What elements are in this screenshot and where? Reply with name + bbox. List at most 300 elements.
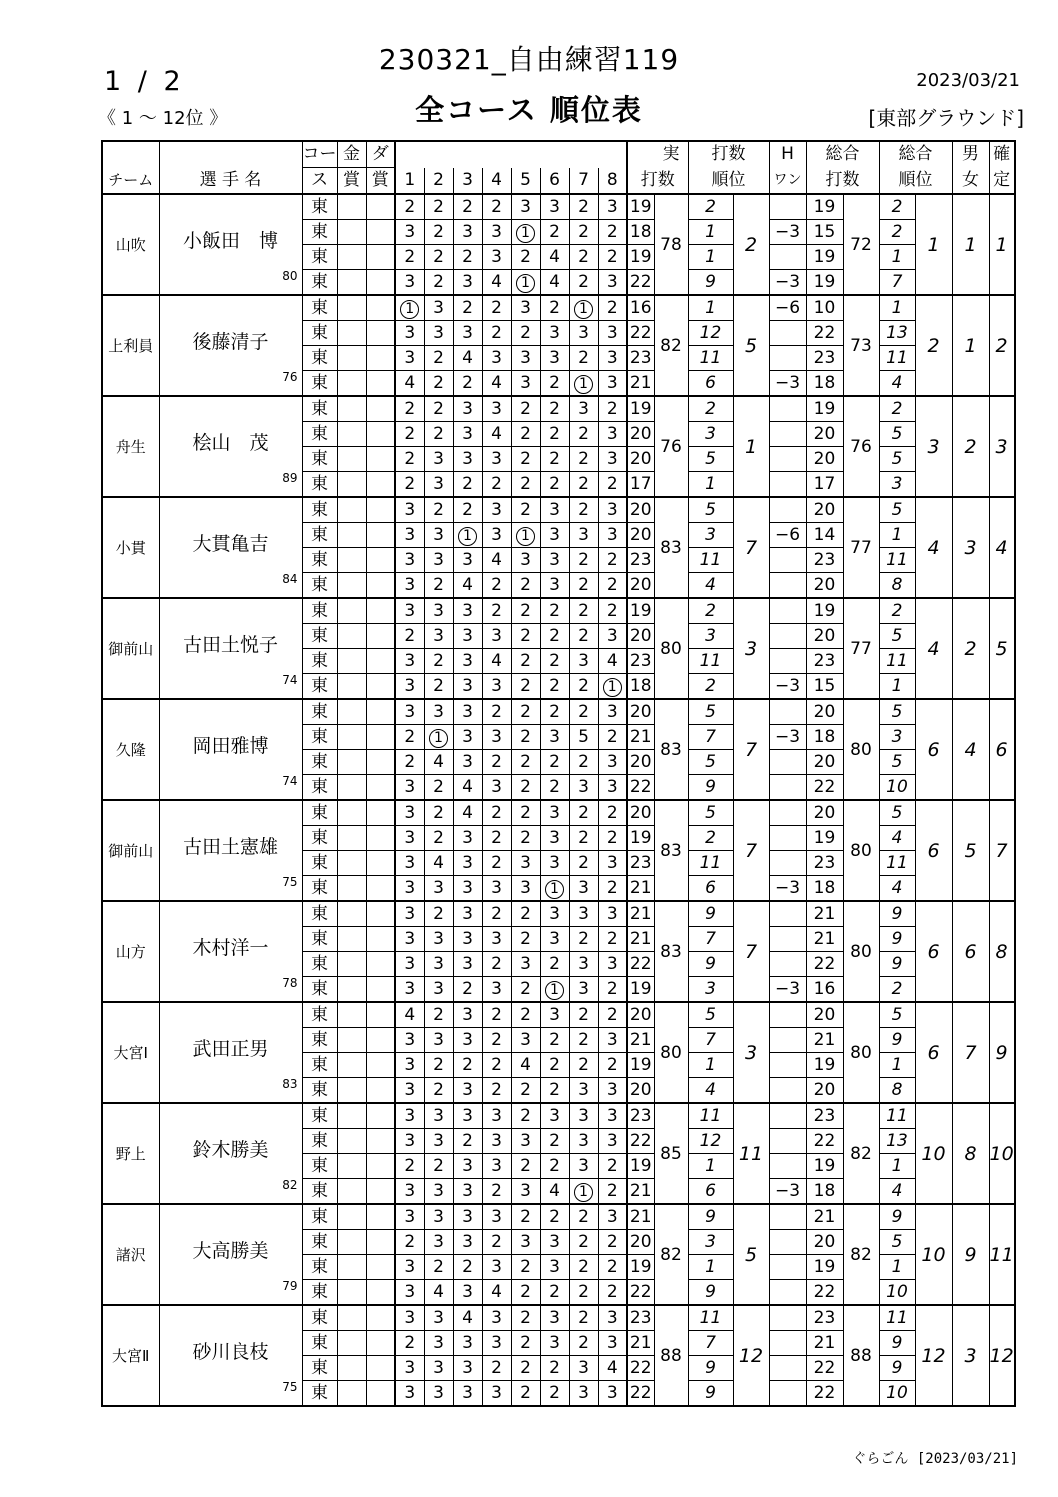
hole-score: 2 bbox=[569, 573, 598, 599]
hole-score: 3 bbox=[424, 1230, 453, 1255]
course-cell: 東 bbox=[302, 447, 337, 472]
round-total-rank: 5 bbox=[879, 1230, 915, 1255]
round-total-rank: 9 bbox=[879, 1331, 915, 1356]
hole-in-one-bonus bbox=[769, 1305, 806, 1331]
table-row bbox=[102, 699, 1015, 725]
course-cell: 東 bbox=[302, 876, 337, 902]
gold-prize-cell bbox=[337, 1179, 366, 1205]
team-cell: 御前山 bbox=[102, 800, 159, 901]
hole-score: 3 bbox=[598, 346, 627, 371]
course-cell: 東 bbox=[302, 220, 337, 245]
hole-in-one-bonus bbox=[769, 1204, 806, 1230]
gold-prize-cell bbox=[337, 194, 366, 220]
actual-strokes: 83 bbox=[654, 901, 688, 1002]
hole-score: 2 bbox=[424, 396, 453, 422]
hole-score: 2 bbox=[511, 321, 540, 346]
hole-score: 3 bbox=[598, 497, 627, 523]
hole-score: 3 bbox=[424, 523, 453, 548]
round-strokes-rank: 5 bbox=[688, 497, 733, 523]
hole-score: 2 bbox=[511, 826, 540, 851]
da-prize-cell bbox=[366, 624, 395, 649]
hole-score: 3 bbox=[395, 800, 424, 826]
hole-score: 2 bbox=[482, 194, 511, 220]
round-total: 22 bbox=[806, 1129, 843, 1154]
round-strokes-rank: 1 bbox=[688, 472, 733, 498]
hole-score: 3 bbox=[482, 1381, 511, 1407]
round-total-rank: 1 bbox=[879, 523, 915, 548]
hole-score: 2 bbox=[395, 447, 424, 472]
hole-score: 2 bbox=[395, 245, 424, 270]
strokes-rank: 2 bbox=[733, 194, 769, 295]
hole-score: 3 bbox=[395, 1078, 424, 1104]
hole-score: 2 bbox=[598, 1154, 627, 1179]
round-strokes-rank: 1 bbox=[688, 295, 733, 321]
gold-prize-cell bbox=[337, 1002, 366, 1028]
col-hole-2: 2 bbox=[424, 168, 453, 195]
hole-score: 2 bbox=[569, 624, 598, 649]
hole-score: 3 bbox=[598, 1028, 627, 1053]
round-score: 20 bbox=[627, 1002, 654, 1028]
round-total-rank: 11 bbox=[879, 851, 915, 876]
hole-score: 3 bbox=[598, 699, 627, 725]
total-rank: 1 bbox=[915, 194, 952, 295]
hole-score: 2 bbox=[569, 346, 598, 371]
hole-score: 2 bbox=[569, 245, 598, 270]
total-rank: 12 bbox=[915, 1305, 952, 1406]
hole-score: 3 bbox=[569, 396, 598, 422]
round-total: 20 bbox=[806, 1230, 843, 1255]
da-prize-cell bbox=[366, 927, 395, 952]
round-total-rank: 2 bbox=[879, 194, 915, 220]
hole-score: 3 bbox=[540, 927, 569, 952]
da-prize-cell bbox=[366, 346, 395, 371]
hole-score: 2 bbox=[598, 826, 627, 851]
hole-score: 2 bbox=[569, 927, 598, 952]
hole-score: 2 bbox=[540, 1028, 569, 1053]
round-total-rank: 9 bbox=[879, 1204, 915, 1230]
gender-rank: 3 bbox=[952, 1305, 989, 1406]
gold-prize-cell bbox=[337, 1078, 366, 1104]
round-score: 21 bbox=[627, 901, 654, 927]
hole-score: 3 bbox=[482, 396, 511, 422]
total-rank: 4 bbox=[915, 598, 952, 699]
hole-score: 3 bbox=[569, 1103, 598, 1129]
hole-score: 2 bbox=[511, 1356, 540, 1381]
hole-score: 3 bbox=[424, 1331, 453, 1356]
round-score: 22 bbox=[627, 321, 654, 346]
col-team: チーム bbox=[102, 168, 159, 195]
hole-score: 3 bbox=[569, 649, 598, 674]
hole-score: 2 bbox=[569, 194, 598, 220]
hole-score: 3 bbox=[598, 1103, 627, 1129]
col-total-top: 総合 bbox=[806, 141, 879, 168]
hole-score: 2 bbox=[511, 1255, 540, 1280]
hole-score: 2 bbox=[424, 371, 453, 397]
hole-score: 2 bbox=[453, 194, 482, 220]
round-total-rank: 9 bbox=[879, 927, 915, 952]
course-cell: 東 bbox=[302, 422, 337, 447]
player-age: 76 bbox=[282, 370, 298, 384]
round-total: 19 bbox=[806, 598, 843, 624]
hole-score: 2 bbox=[598, 245, 627, 270]
course-cell: 東 bbox=[302, 396, 337, 422]
round-strokes-rank: 11 bbox=[688, 1103, 733, 1129]
hole-in-one-bonus: −3 bbox=[769, 977, 806, 1003]
course-cell: 東 bbox=[302, 901, 337, 927]
round-total: 23 bbox=[806, 649, 843, 674]
hole-score: 3 bbox=[453, 1204, 482, 1230]
hole-score: 2 bbox=[453, 1129, 482, 1154]
hole-score: 3 bbox=[424, 699, 453, 725]
round-total-rank: 10 bbox=[879, 1381, 915, 1407]
round-total: 19 bbox=[806, 1154, 843, 1179]
round-total: 17 bbox=[806, 472, 843, 498]
round-score: 20 bbox=[627, 422, 654, 447]
col-h-one: ワン bbox=[769, 168, 806, 195]
round-score: 22 bbox=[627, 1381, 654, 1407]
hole-score: 3 bbox=[453, 826, 482, 851]
hole-score: 3 bbox=[424, 295, 453, 321]
hole-score: 2 bbox=[511, 624, 540, 649]
hole-in-one-bonus bbox=[769, 1002, 806, 1028]
gold-prize-cell bbox=[337, 851, 366, 876]
player-name: 武田正男 bbox=[192, 1037, 269, 1060]
hole-score: 2 bbox=[540, 674, 569, 700]
hole-score: 3 bbox=[395, 1356, 424, 1381]
course-cell: 東 bbox=[302, 674, 337, 700]
hole-score: 3 bbox=[395, 1381, 424, 1407]
da-prize-cell bbox=[366, 472, 395, 498]
course-cell: 東 bbox=[302, 245, 337, 270]
hole-score: 2 bbox=[395, 624, 424, 649]
actual-strokes: 82 bbox=[654, 1204, 688, 1305]
round-strokes-rank: 4 bbox=[688, 573, 733, 599]
round-total-rank: 4 bbox=[879, 876, 915, 902]
hole-in-one-bonus bbox=[769, 649, 806, 674]
hole-in-one-bonus: −3 bbox=[769, 674, 806, 700]
course-cell: 東 bbox=[302, 1028, 337, 1053]
hole-score: 3 bbox=[482, 1103, 511, 1129]
round-score: 20 bbox=[627, 624, 654, 649]
gender-rank: 5 bbox=[952, 800, 989, 901]
hole-score: 2 bbox=[482, 472, 511, 498]
hole-score: 3 bbox=[453, 422, 482, 447]
hole-score: 3 bbox=[511, 371, 540, 397]
hole-score: 2 bbox=[424, 1078, 453, 1104]
player-name: 古田土悦子 bbox=[182, 633, 278, 656]
hole-score: 2 bbox=[511, 977, 540, 1003]
hole-score: 3 bbox=[453, 1002, 482, 1028]
round-score: 21 bbox=[627, 1179, 654, 1205]
hole-score: 3 bbox=[482, 447, 511, 472]
team-cell: 上利員 bbox=[102, 295, 159, 396]
hole-score: 3 bbox=[453, 699, 482, 725]
da-prize-cell bbox=[366, 1255, 395, 1280]
round-total-rank: 1 bbox=[879, 245, 915, 270]
hole-score: 2 bbox=[540, 1154, 569, 1179]
hole-score: 3 bbox=[424, 952, 453, 977]
gold-prize-cell bbox=[337, 573, 366, 599]
da-prize-cell bbox=[366, 1154, 395, 1179]
round-total: 18 bbox=[806, 371, 843, 397]
hole-score: 3 bbox=[453, 1331, 482, 1356]
round-strokes-rank: 1 bbox=[688, 1154, 733, 1179]
footer-credit: ぐらごん [2023/03/21] bbox=[852, 1451, 1018, 1467]
round-score: 23 bbox=[627, 1103, 654, 1129]
course-cell: 東 bbox=[302, 1255, 337, 1280]
hole-score: 3 bbox=[569, 901, 598, 927]
hole-score: 2 bbox=[511, 1078, 540, 1104]
hole-score: 2 bbox=[511, 422, 540, 447]
round-score: 22 bbox=[627, 1356, 654, 1381]
round-total-rank: 2 bbox=[879, 220, 915, 245]
hole-score: 2 bbox=[540, 1204, 569, 1230]
hole-score: 2 bbox=[540, 750, 569, 775]
round-strokes-rank: 1 bbox=[688, 220, 733, 245]
round-strokes-rank: 7 bbox=[688, 1028, 733, 1053]
da-prize-cell bbox=[366, 548, 395, 573]
col-team-blank bbox=[102, 141, 159, 168]
hole-score: 2 bbox=[395, 194, 424, 220]
gender-rank: 2 bbox=[952, 598, 989, 699]
round-total: 16 bbox=[806, 977, 843, 1003]
hole-score: 2 bbox=[424, 1002, 453, 1028]
round-total-rank: 9 bbox=[879, 1028, 915, 1053]
round-total-rank: 7 bbox=[879, 270, 915, 296]
hole-score: 2 bbox=[424, 220, 453, 245]
gold-prize-cell bbox=[337, 1230, 366, 1255]
hole-score: 2 bbox=[482, 1002, 511, 1028]
actual-strokes: 83 bbox=[654, 699, 688, 800]
hole-score: 2 bbox=[540, 422, 569, 447]
total-rank: 3 bbox=[915, 396, 952, 497]
col-strokes-top: 打数 bbox=[688, 141, 769, 168]
hole-score: 3 bbox=[424, 472, 453, 498]
round-total-rank: 13 bbox=[879, 1129, 915, 1154]
round-total: 20 bbox=[806, 497, 843, 523]
hole-score bbox=[569, 1179, 598, 1205]
actual-strokes: 82 bbox=[654, 295, 688, 396]
gender-rank: 3 bbox=[952, 497, 989, 598]
hole-score: 3 bbox=[395, 826, 424, 851]
player-name: 古田土憲雄 bbox=[182, 835, 278, 858]
round-total-rank: 9 bbox=[879, 952, 915, 977]
hole-score: 2 bbox=[540, 1078, 569, 1104]
col-strokes-rank: 順位 bbox=[688, 168, 769, 195]
hole-in-one-bonus bbox=[769, 800, 806, 826]
da-prize-cell bbox=[366, 1280, 395, 1306]
hole-score: 3 bbox=[453, 1356, 482, 1381]
hole-in-one-bonus bbox=[769, 194, 806, 220]
hole-score: 2 bbox=[482, 1179, 511, 1205]
round-strokes-rank: 11 bbox=[688, 649, 733, 674]
final-rank: 7 bbox=[989, 800, 1015, 901]
hole-score: 3 bbox=[482, 346, 511, 371]
round-score: 19 bbox=[627, 194, 654, 220]
round-total: 19 bbox=[806, 396, 843, 422]
hole-score: 3 bbox=[395, 649, 424, 674]
player-name: 大高勝美 bbox=[192, 1239, 269, 1262]
da-prize-cell bbox=[366, 523, 395, 548]
round-total-rank: 2 bbox=[879, 977, 915, 1003]
total-strokes: 76 bbox=[843, 396, 879, 497]
da-prize-cell bbox=[366, 1204, 395, 1230]
hole-score: 3 bbox=[540, 548, 569, 573]
round-score: 23 bbox=[627, 1305, 654, 1331]
round-strokes-rank: 11 bbox=[688, 851, 733, 876]
gold-prize-cell bbox=[337, 674, 366, 700]
course-cell: 東 bbox=[302, 1154, 337, 1179]
round-score: 21 bbox=[627, 1204, 654, 1230]
hole-in-one-bonus: −3 bbox=[769, 725, 806, 750]
hole-score: 2 bbox=[598, 725, 627, 750]
hole-score: 3 bbox=[540, 1103, 569, 1129]
hole-score: 3 bbox=[511, 952, 540, 977]
round-total-rank: 4 bbox=[879, 1179, 915, 1205]
round-total: 20 bbox=[806, 699, 843, 725]
strokes-rank: 7 bbox=[733, 497, 769, 598]
hole-score: 3 bbox=[395, 1129, 424, 1154]
gold-prize-cell bbox=[337, 447, 366, 472]
hole-score: 3 bbox=[482, 497, 511, 523]
hole-score: 3 bbox=[395, 952, 424, 977]
da-prize-cell bbox=[366, 295, 395, 321]
hole-score: 4 bbox=[424, 1280, 453, 1306]
gold-prize-cell bbox=[337, 800, 366, 826]
hole-score: 4 bbox=[598, 649, 627, 674]
hole-score: 2 bbox=[540, 649, 569, 674]
course-cell: 東 bbox=[302, 1103, 337, 1129]
hole-score: 2 bbox=[424, 649, 453, 674]
hole-score: 2 bbox=[540, 371, 569, 397]
hole-score: 2 bbox=[453, 497, 482, 523]
player-age: 79 bbox=[282, 1279, 298, 1293]
hole-in-one-bonus: −3 bbox=[769, 876, 806, 902]
player-name: 桧山 茂 bbox=[192, 431, 269, 454]
hole-score: 2 bbox=[569, 1230, 598, 1255]
player-cell bbox=[159, 396, 302, 497]
col-total-rank-top: 総合 bbox=[879, 141, 952, 168]
hole-score: 3 bbox=[569, 321, 598, 346]
round-score: 19 bbox=[627, 245, 654, 270]
round-strokes-rank: 12 bbox=[688, 1129, 733, 1154]
hole-score: 3 bbox=[511, 876, 540, 902]
hole-score bbox=[540, 977, 569, 1003]
col-hole-1: 1 bbox=[395, 168, 424, 195]
hole-score: 2 bbox=[569, 750, 598, 775]
hole-score: 3 bbox=[569, 1356, 598, 1381]
hole-score: 3 bbox=[424, 977, 453, 1003]
hole-score: 3 bbox=[395, 1255, 424, 1280]
hole-score: 2 bbox=[598, 800, 627, 826]
hole-score: 2 bbox=[598, 977, 627, 1003]
actual-strokes: 83 bbox=[654, 800, 688, 901]
round-total: 21 bbox=[806, 927, 843, 952]
round-total-rank: 1 bbox=[879, 674, 915, 700]
hole-score: 3 bbox=[395, 1204, 424, 1230]
hole-score: 3 bbox=[395, 598, 424, 624]
total-rank: 10 bbox=[915, 1204, 952, 1305]
gold-prize-cell bbox=[337, 1103, 366, 1129]
hole-in-one-mark: 1 bbox=[429, 729, 448, 748]
course-cell: 東 bbox=[302, 371, 337, 397]
da-prize-cell bbox=[366, 371, 395, 397]
gold-prize-cell bbox=[337, 1331, 366, 1356]
col-gold-top: 金 bbox=[337, 141, 366, 168]
course-cell: 東 bbox=[302, 851, 337, 876]
hole-in-one-mark: 1 bbox=[574, 300, 593, 319]
hole-score: 2 bbox=[395, 472, 424, 498]
round-strokes-rank: 6 bbox=[688, 876, 733, 902]
hole-in-one-bonus: −3 bbox=[769, 220, 806, 245]
hole-score: 2 bbox=[598, 472, 627, 498]
round-total-rank: 2 bbox=[879, 598, 915, 624]
hole-score: 3 bbox=[511, 851, 540, 876]
total-rank: 10 bbox=[915, 1103, 952, 1204]
round-strokes-rank: 3 bbox=[688, 624, 733, 649]
hole-score: 4 bbox=[511, 1053, 540, 1078]
hole-score: 3 bbox=[395, 699, 424, 725]
hole-in-one-mark: 1 bbox=[516, 224, 535, 243]
player-cell bbox=[159, 800, 302, 901]
hole-in-one-bonus bbox=[769, 346, 806, 371]
hole-score: 4 bbox=[395, 371, 424, 397]
da-prize-cell bbox=[366, 725, 395, 750]
gold-prize-cell bbox=[337, 548, 366, 573]
hole-score: 2 bbox=[540, 952, 569, 977]
hole-in-one-bonus bbox=[769, 1230, 806, 1255]
hole-score: 3 bbox=[453, 270, 482, 296]
hole-score: 2 bbox=[453, 472, 482, 498]
gender-rank: 8 bbox=[952, 1103, 989, 1204]
hole-score: 3 bbox=[569, 1129, 598, 1154]
table-row bbox=[102, 598, 1015, 624]
hole-score: 2 bbox=[598, 220, 627, 245]
hole-in-one-bonus bbox=[769, 245, 806, 270]
hole-score: 4 bbox=[424, 750, 453, 775]
final-rank: 3 bbox=[989, 396, 1015, 497]
hole-score: 2 bbox=[598, 1230, 627, 1255]
hole-score: 2 bbox=[511, 927, 540, 952]
hole-score: 4 bbox=[424, 851, 453, 876]
rank-range: 《 1 ～ 12位 》 bbox=[98, 108, 228, 129]
hole-score: 3 bbox=[395, 220, 424, 245]
hole-score: 2 bbox=[424, 775, 453, 801]
da-prize-cell bbox=[366, 826, 395, 851]
hole-in-one-bonus bbox=[769, 1028, 806, 1053]
round-score: 20 bbox=[627, 447, 654, 472]
course-cell: 東 bbox=[302, 1331, 337, 1356]
hole-score: 2 bbox=[569, 1204, 598, 1230]
hole-score: 2 bbox=[569, 548, 598, 573]
hole-score: 3 bbox=[453, 901, 482, 927]
hole-score: 3 bbox=[482, 977, 511, 1003]
hole-score: 2 bbox=[511, 1381, 540, 1407]
hole-score: 3 bbox=[453, 1381, 482, 1407]
hole-score: 4 bbox=[598, 1356, 627, 1381]
hole-score: 2 bbox=[453, 295, 482, 321]
da-prize-cell bbox=[366, 1381, 395, 1407]
course-cell: 東 bbox=[302, 1305, 337, 1331]
course-cell: 東 bbox=[302, 573, 337, 599]
hole-score: 3 bbox=[424, 447, 453, 472]
round-total: 20 bbox=[806, 800, 843, 826]
team-cell: 小貫 bbox=[102, 497, 159, 598]
col-total-rank: 順位 bbox=[879, 168, 952, 195]
round-strokes-rank: 2 bbox=[688, 598, 733, 624]
da-prize-cell bbox=[366, 1053, 395, 1078]
gold-prize-cell bbox=[337, 1280, 366, 1306]
